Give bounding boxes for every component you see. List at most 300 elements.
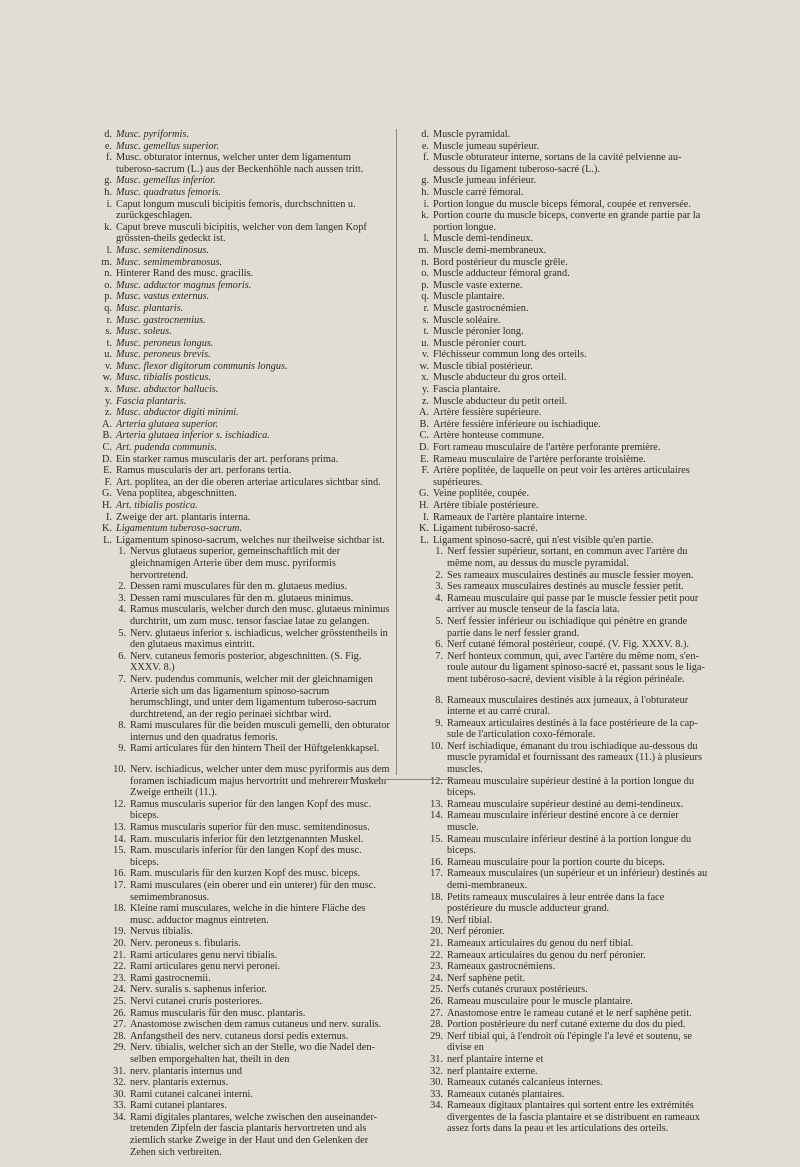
legend-key: l. [106,244,112,256]
legend-text: Rameau musculaire pour la portion courte du biceps. [447,856,665,868]
legend-text: Musc. vastus externus. [116,291,210,303]
legend-entry [403,141,709,153]
legend-entry [403,868,709,891]
legend-entry [403,257,709,269]
legend-key: 32. [113,1077,126,1089]
legend-entry [86,454,390,466]
legend-text: Ramus muscularis, welcher durch den musc. glutaeus minimus durchtritt, um zum musc. tensor fasciae latae zu gelangen. [130,604,390,627]
legend-entry [403,1066,709,1078]
legend-entry [403,892,709,915]
legend-text: Nervus glutaeus superior, gemeinschaftlich mit der gleichnamigen Arterie über dem musc. pyriformis hervortretend. [130,546,341,581]
legend-entry [403,245,709,257]
legend-text: Musc. abductor digiti minimi. [116,407,239,419]
legend-key: 33. [430,1088,443,1100]
legend-entry [403,465,709,488]
legend-text: Kleine rami musculares, welche in die hintere Fläche des musc. adductor magnus eintreten. [130,903,366,926]
column-divider [396,129,397,775]
legend-text: Ligament spinoso-sacré, qui n'est visible qu'en partie. [433,534,654,546]
legend-entry [86,1031,390,1043]
legend-key: F. [421,465,429,477]
legend-entry [86,845,390,868]
legend-entry [86,419,390,431]
legend-text: Ses rameaux musculaires destinés au muscle fessier moyen. [447,569,694,581]
legend-text: Ram. muscularis inferior für den letztgenannten Muskel. [130,833,364,845]
legend-key: 29. [113,1042,126,1054]
legend-entry [403,129,709,141]
legend-entry [403,175,709,187]
legend-text: Portion longue du muscle biceps fémoral, coupée et renversée. [433,198,691,210]
legend-text: Rami cutanei calcanei interni. [130,1088,253,1100]
legend-entry [86,280,390,292]
legend-text: Nerf péronier. [447,926,505,938]
legend-entry [403,799,709,811]
legend-entry [86,268,390,280]
legend-text: Fort rameau musculaire de l'artère perforante première. [433,442,661,454]
legend-key: F. [104,476,112,488]
legend-text: Ses rameaux musculaires destinés au muscle fessier petit. [447,581,684,593]
legend-key: 18. [430,891,443,903]
legend-text: nerv. plantaris internus und [130,1065,242,1077]
legend-entry [403,361,709,373]
legend-entry [403,233,709,245]
legend-entry [403,616,709,639]
legend-entry [86,512,390,524]
legend-text: Arteria glutaea inferior s. ischiadica. [116,430,270,442]
legend-text: Rameaux articulaires du genou du nerf tibial. [447,937,634,949]
legend-text: Nerf fessier supérieur, sortant, en commun avec l'artère du même nom, au dessus du muscle pyramidal. [447,546,688,569]
legend-text: Muscle adducteur fémoral grand. [433,268,570,280]
legend-key: 15. [113,845,126,857]
legend-text: Rameaux articulaires du genou du nerf péronier. [447,949,646,961]
legend-text: Musc. abductor hallucis. [116,384,219,396]
legend-text: Rami digitales plantares, welche zwischen den auseinander-tretenden Zipfeln der fascia plantaris hervortreten und als ziemlich starke Zweige in der Haut und den Gelenken der Zehen sich verbreiten. [130,1111,378,1158]
legend-entry [86,175,390,187]
legend-key: 24. [113,984,126,996]
legend-key: 31. [113,1065,126,1077]
legend-entry [403,926,709,938]
legend-key: L. [420,534,429,546]
legend-key: v. [104,360,112,372]
legend-entry [86,628,390,651]
legend-text: Rameau musculaire supérieur destiné au demi-tendineux. [447,798,684,810]
legend-entry [86,523,390,535]
legend-key: 21. [430,937,443,949]
legend-text: Rami gastrocnemii. [130,972,211,984]
legend-text: Rameau musculaire inférieur destiné encore à ce dernier muscle. [447,810,679,834]
legend-key: u. [421,337,429,349]
legend-entry [403,523,709,535]
legend-text: Nerf honteux commun, qui, avec l'artère du même nom, s'en-roule autour du ligament spinoso-sacré et, passant sous le liga-ment tubéroso-sacré, devient visible à la région périnéale. [447,650,705,685]
legend-text: Nerv. glutaeus inferior s. ischiadicus, welcher grösstentheils in den glutaeus maximus eintritt. [130,627,388,651]
legend-entry [86,535,390,547]
legend-entry [86,926,390,938]
legend-key: 17. [113,880,126,891]
legend-entry [403,349,709,361]
legend-text: Arteria glutaea superior. [116,418,219,430]
legend-text: Muscle carré fémoral. [433,186,524,198]
legend-text: Rami cutanei plantares. [130,1100,227,1112]
legend-key: 32. [430,1065,443,1077]
legend-text: Portion courte du muscle biceps, converte en grande partie par la portion longue. [433,210,701,233]
legend-key: n. [104,268,112,280]
legend-text: Muscle tibial postérieur. [433,360,533,372]
legend-entry [86,961,390,973]
legend-key: u. [104,349,112,361]
legend-key: 30. [113,1088,126,1100]
legend-text: Rameaux musculaires (un supérieur et un inférieur) destinés au demi-membraneux. [447,868,708,891]
legend-entry [403,984,709,996]
legend-text: Rami articulares für den hintern Theil der Hüftgelenkkapsel. [130,743,380,755]
legend-text: Ligament tubéroso-sacré. [433,523,538,535]
legend-text: Musc. flexor digitorum communis longus. [116,360,288,372]
legend-entry [86,291,390,303]
legend-entry [403,500,709,512]
legend-entry [403,834,709,857]
legend-text: Veine poplitée, coupée. [433,488,530,500]
legend-key: y. [104,395,112,407]
legend-entry [86,326,390,338]
legend-key: B. [419,418,429,430]
legend-text: Muscle jumeau inférieur. [433,175,537,187]
legend-text: Musc. semitendinosus. [116,244,209,256]
legend-key: z. [104,407,112,419]
legend-entry [403,570,709,582]
legend-entry [403,1089,709,1101]
legend-key: 17. [430,868,443,880]
legend-entry [86,430,390,442]
legend-key: 10. [430,740,443,752]
legend-text: Muscle soléaire. [433,314,501,326]
legend-text: Muscle plantaire. [433,291,505,303]
legend-key: 19. [113,926,126,938]
legend-text: Nerfs cutanés cruraux postérieurs. [447,984,588,996]
legend-entry [403,291,709,303]
legend-key: 19. [430,914,443,926]
legend-key: A. [101,418,112,430]
legend-entry [86,546,390,581]
legend-entry [86,407,390,419]
legend-key: K. [101,523,112,535]
legend-entry [403,372,709,384]
legend-text: Anastomose entre le rameau cutané et le nerf saphène petit. [447,1007,692,1019]
legend-text: Musc. adductor magnus femoris. [116,279,252,291]
legend-text: Rameau musculaire qui passe par le muscle fessier petit pour arriver au muscle tenseur de la fascia lata. [447,592,699,616]
legend-key: 4. [435,592,443,604]
legend-entry [403,338,709,350]
legend-text: Ram. muscularis für den kurzen Kopf des musc. biceps. [130,868,361,880]
legend-entry [86,799,390,822]
legend-entry [86,868,390,880]
legend-entry [86,822,390,834]
legend-entry [86,500,390,512]
legend-key: k. [104,221,112,233]
legend-text: Vena poplitea, abgeschnitten. [116,488,237,500]
legend-entry [403,1054,709,1066]
legend-entry [403,810,709,833]
legend-entry [86,1019,390,1031]
legend-entry [86,129,390,141]
legend-key: v. [421,349,429,361]
legend-key: 20. [430,926,443,938]
legend-key: l. [423,233,429,245]
french-legend-column [403,129,709,1135]
legend-key: o. [104,279,112,291]
legend-entry [86,651,390,674]
legend-key: h. [104,186,112,198]
legend-key: H. [101,500,112,511]
legend-key: 13. [113,822,126,834]
legend-entry [403,938,709,950]
legend-text: Nerv. tibialis, welcher sich an der Stelle, wo die Nadel den-selben emporgehalten hat, theilt in den [130,1042,375,1065]
legend-key: 12. [430,775,443,787]
legend-entry [403,996,709,1008]
legend-text: Muscle péronier long. [433,326,524,338]
legend-key: 22. [113,961,126,973]
legend-key: m. [101,256,112,268]
german-legend-column [86,129,390,1158]
legend-entry [86,743,390,755]
legend-text: Muscle abducteur du petit orteil. [433,395,568,407]
legend-entry [86,834,390,846]
legend-text: Artère honteuse commune. [433,430,545,442]
legend-entry [403,973,709,985]
legend-entry [86,141,390,153]
legend-key: 6. [118,650,126,662]
legend-key: 33. [113,1100,126,1112]
legend-key: E. [420,453,429,465]
legend-text: Ramus muscularis der art. perforans tertia. [116,465,292,477]
legend-text: Art. pudenda communis. [116,442,217,454]
legend-key: 2. [118,581,126,593]
legend-text: Nerv. pudendus communis, welcher mit der gleichnamigen Arterie sich um das ligamentum spinoso-sacrum herumschlingt, und unter dem ligamentum tuberoso-sacrum durchtretend, an der regio perinaei sichtbar wird. [130,673,377,720]
legend-key: t. [423,326,429,338]
legend-text: Petits rameaux musculaires à leur entrée dans la face postérieure du muscle adducteur grand. [447,891,665,915]
legend-entry [403,1031,709,1054]
legend-text: Nerf fessier inférieur ou ischiadique qui pénètre en grande partie dans le nerf fessier grand. [447,615,688,639]
legend-text: Artère tibiale postérieure. [433,500,539,511]
legend-key: 8. [118,720,126,732]
legend-entry [86,1077,390,1089]
legend-text: Anastomose zwischen dem ramus cutaneus und nerv. suralis. [130,1019,382,1031]
legend-key: i. [423,198,429,210]
legend-text: Artère poplitée, de laquelle on peut voir les artères articulaires supérieures. [433,465,690,488]
legend-key: 4. [118,604,126,616]
legend-key: K. [418,523,429,535]
legend-key: s. [422,314,429,326]
legend-key: o. [421,268,429,280]
legend-key: L. [103,534,112,546]
legend-text: Musc. gemellus inferior. [116,175,216,187]
legend-entry [403,396,709,408]
legend-entry [86,199,390,222]
legend-text: Nerf saphène petit. [447,972,526,984]
legend-entry [86,903,390,926]
legend-key: w. [419,360,429,372]
legend-entry [403,1019,709,1031]
legend-key: 26. [113,1007,126,1019]
legend-text: Musc. gemellus superior. [116,140,219,152]
legend-text: Caput longum musculi bicipitis femoris, durchschnitten u. zurückgeschlagen. [116,198,356,222]
legend-text: Dessen rami musculares für den m. glutaeus medius. [130,581,348,593]
legend-text: Rameaux cutanés calcanieus internes. [447,1077,603,1089]
legend-entry [86,604,390,627]
legend-key: h. [421,186,429,198]
legend-key: e. [104,140,112,152]
legend-key: 34. [113,1111,126,1123]
legend-key: t. [106,337,112,349]
paragraph-gap [403,686,709,695]
legend-entry [403,961,709,973]
legend-text: Rameau musculaire supérieur destiné à la portion longue du biceps. [447,775,695,799]
legend-text: Rami articulares genu nervi peronei. [130,961,281,973]
legend-key: D. [418,442,429,454]
legend-text: Artère fessière inférieure ou ischiadique. [433,418,601,430]
legend-key: A. [418,407,429,419]
legend-text: Nerf tibial qui, à l'endroit où l'épingle l'a levé et soutenu, se divise en [447,1030,692,1054]
legend-entry [86,880,390,903]
legend-entry [86,1112,390,1158]
legend-key: H. [418,500,429,511]
legend-text: Nerv. cutaneus femoris posterior, abgeschnitten. (S. Fig. XXXV. 8.) [130,650,362,674]
legend-text: Muscle vaste externe. [433,279,523,291]
legend-key: 6. [435,639,443,651]
legend-entry [403,454,709,466]
legend-entry [86,257,390,269]
legend-entry [403,741,709,776]
legend-key: e. [421,140,429,152]
legend-text: Musc. plantaris. [116,302,184,314]
legend-text: Muscle pyramidal. [433,129,511,140]
legend-text: Hinterer Rand des musc. gracilis. [116,268,254,280]
legend-key: q. [104,302,112,314]
legend-entry [403,915,709,927]
legend-key: 7. [435,650,443,662]
bottom-rule [343,779,455,780]
legend-text: Ramus muscularis für den musc. plantaris. [130,1007,306,1019]
legend-key: 15. [430,833,443,845]
legend-text: Muscle péronier court. [433,337,527,349]
legend-key: 27. [113,1019,126,1031]
legend-entry [403,593,709,616]
legend-text: Ramus muscularis superior für den musc. semitendinosus. [130,822,370,834]
legend-text: Art. tibialis postica. [116,500,198,511]
legend-text: Anfangstheil des nerv. cutaneus dorsi pedis externus. [130,1030,349,1042]
legend-text: Nerf cutané fémoral postérieur, coupé. (V. Fig. XXXV. 8.). [447,639,689,651]
legend-text: Zweige der art. plantaris interna. [116,511,251,523]
legend-entry [403,199,709,211]
legend-entry [403,268,709,280]
legend-key: r. [423,302,429,314]
legend-entry [86,442,390,454]
legend-text: Rameaux digitaux plantaires qui sortent entre les extrémités divergentes de la fascia plantaire et se distribuent en rameaux assez forts dans la peau et les articulations des orteils. [447,1100,700,1135]
legend-entry [86,938,390,950]
legend-entry [86,465,390,477]
legend-entry [86,477,390,489]
legend-text: Musc. gastrocnemius. [116,314,206,326]
legend-entry [403,651,709,686]
legend-entry [403,857,709,869]
legend-text: Nervi cutanei cruris posteriores. [130,995,263,1007]
legend-entry [86,996,390,1008]
legend-entry [403,546,709,569]
legend-entry [403,187,709,199]
legend-text: Dessen rami musculares für den m. glutaeus minimus. [130,592,354,604]
legend-key: 2. [435,569,443,581]
legend-entry [86,361,390,373]
legend-key: G. [418,488,429,500]
legend-key: 30. [430,1077,443,1089]
legend-text: Muscle abducteur du gros orteil. [433,372,567,384]
legend-entry [86,396,390,408]
legend-key: 23. [430,961,443,973]
legend-entry [86,593,390,605]
legend-entry [86,315,390,327]
legend-key: 8. [435,694,443,706]
legend-key: 3. [118,592,126,604]
legend-text: Caput breve musculi bicipitis, welcher von dem langen Kopf grössten-theils gedeckt ist. [116,221,367,245]
legend-key: 13. [430,798,443,810]
legend-key: p. [104,291,112,303]
legend-entry [86,1089,390,1101]
legend-text: Nerf ischiadique, émanant du trou ischiadique au-dessous du muscle pyramidal et fournissant des rameaux (11.) à plusieurs muscles. [447,740,702,776]
legend-text: nerv. plantaris externus. [130,1077,229,1089]
legend-key: 14. [113,833,126,845]
legend-entry [403,512,709,524]
legend-entry [86,581,390,593]
legend-text: Ram. muscularis inferior für den langen Kopf des musc. biceps. [130,845,362,868]
legend-entry [403,581,709,593]
legend-text: Ramus muscularis superior für den langen Kopf des musc. biceps. [130,798,372,822]
legend-entry [86,950,390,962]
legend-entry [403,315,709,327]
legend-text: Fascia plantaire. [433,384,501,396]
legend-key: I. [105,511,112,523]
legend-text: Muscle demi-membraneux. [433,244,547,256]
legend-text: Rami musculares (ein oberer und ein unterer) für den musc. semimembranosus. [130,880,376,903]
legend-key: k. [421,210,429,222]
legend-entry [86,152,390,175]
legend-key: 1. [118,546,126,558]
legend-text: Artère fessière supérieure. [433,407,542,419]
legend-key: 27. [430,1007,443,1019]
legend-text: Muscle obturateur interne, sortans de la cavité pelvienne au-dessous du ligament tuberoso-sacré (L.). [433,152,682,175]
legend-text: nerf plantaire externe. [447,1065,538,1077]
legend-entry [403,152,709,175]
legend-text: nerf plantaire interne et [447,1053,544,1065]
legend-text: Musc. tibialis posticus. [116,372,211,384]
legend-text: Nerf tibial. [447,914,493,926]
legend-entry [403,326,709,338]
legend-text: Rameaux musculaires destinés aux jumeaux, à l'obturateur interne et au carré crural. [447,694,689,718]
legend-text: Nerv. suralis s. saphenus inferior. [130,984,267,996]
legend-text: Muscle gastrocnémien. [433,302,529,314]
legend-key: 28. [430,1019,443,1031]
legend-text: Musc. semimembranosus. [116,256,223,268]
legend-key: 31. [430,1053,443,1065]
legend-entry [403,280,709,292]
legend-entry [86,1100,390,1112]
legend-entry [86,1042,390,1065]
legend-key: i. [106,198,112,210]
legend-entry [86,187,390,199]
legend-key: q. [421,291,429,303]
legend-key: x. [104,384,112,396]
legend-entry [403,430,709,442]
legend-key: C. [419,430,429,442]
legend-key: 3. [435,581,443,593]
legend-key: g. [104,175,112,187]
legend-text: Rameaux cutanés plantaires. [447,1088,565,1100]
